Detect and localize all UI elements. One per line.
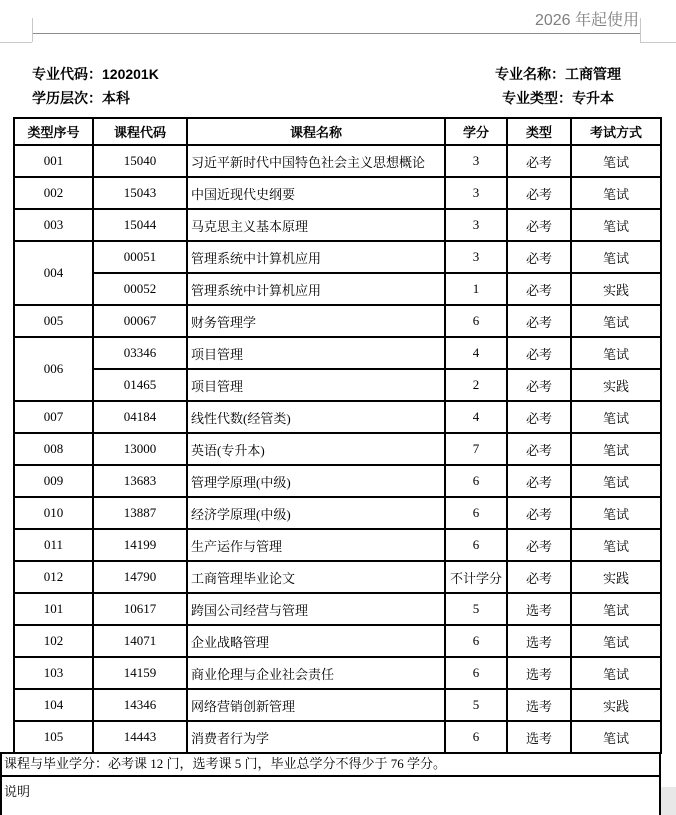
crop-mark-top-left-vertical <box>32 18 33 42</box>
cell-type: 必考 <box>507 369 571 401</box>
cell-name: 马克思主义基本原理 <box>187 209 445 241</box>
cell-exam: 实践 <box>571 561 661 593</box>
cell-exam: 笔试 <box>571 209 661 241</box>
credits-summary: 课程与毕业学分：必考课 12 门，选考课 5 门，毕业总学分不得少于 76 学分。 <box>0 752 661 777</box>
table-row <box>14 721 661 753</box>
cell-name: 生产运作与管理 <box>187 529 445 561</box>
cell-name: 线性代数(经管类) <box>187 401 445 433</box>
cell-credits: 7 <box>445 433 507 465</box>
cell-type: 选考 <box>507 593 571 625</box>
cell-seq: 008 <box>14 433 93 465</box>
table-row <box>14 305 661 337</box>
cell-seq: 007 <box>14 401 93 433</box>
cell-code: 04184 <box>93 401 187 433</box>
cell-credits: 3 <box>445 145 507 177</box>
cell-exam: 笔试 <box>571 305 661 337</box>
cell-exam: 实践 <box>571 273 661 305</box>
cell-code: 01465 <box>93 369 187 401</box>
cell-credits: 2 <box>445 369 507 401</box>
cell-seq: 004 <box>14 241 93 305</box>
cell-credits: 4 <box>445 401 507 433</box>
cell-type: 必考 <box>507 241 571 273</box>
cell-exam: 笔试 <box>571 433 661 465</box>
cell-code: 15040 <box>93 145 187 177</box>
cell-code: 15044 <box>93 209 187 241</box>
major-type: 专业类型：专升本 <box>502 90 614 106</box>
cell-credits: 4 <box>445 337 507 369</box>
cell-code: 00052 <box>93 273 187 305</box>
cell-exam: 笔试 <box>571 465 661 497</box>
cell-type: 必考 <box>507 337 571 369</box>
cell-credits: 6 <box>445 657 507 689</box>
cell-name: 管理系统中计算机应用 <box>187 273 445 305</box>
notes-label: 说明 <box>4 784 31 799</box>
cell-seq: 010 <box>14 497 93 529</box>
cell-name: 跨国公司经营与管理 <box>187 593 445 625</box>
table-row <box>14 689 661 721</box>
column-header: 学分 <box>445 118 507 145</box>
table-row <box>14 401 661 433</box>
cell-code: 13000 <box>93 433 187 465</box>
cell-type: 必考 <box>507 561 571 593</box>
cell-seq: 002 <box>14 177 93 209</box>
cell-exam: 笔试 <box>571 241 661 273</box>
header-rule <box>32 33 640 34</box>
column-header: 课程代码 <box>93 118 187 145</box>
cell-seq: 005 <box>14 305 93 337</box>
cell-name: 企业战略管理 <box>187 625 445 657</box>
cell-seq: 003 <box>14 209 93 241</box>
cell-type: 必考 <box>507 305 571 337</box>
cell-exam: 笔试 <box>571 145 661 177</box>
cell-seq: 001 <box>14 145 93 177</box>
cell-credits: 不计学分 <box>445 561 507 593</box>
table-row <box>14 433 661 465</box>
major-name: 专业名称：工商管理 <box>495 66 621 82</box>
cell-name: 项目管理 <box>187 369 445 401</box>
course-table-body <box>14 145 661 753</box>
cell-credits: 6 <box>445 721 507 753</box>
cell-type: 选考 <box>507 657 571 689</box>
table-row <box>14 593 661 625</box>
cell-credits: 3 <box>445 209 507 241</box>
cell-name: 中国近现代史纲要 <box>187 177 445 209</box>
course-table <box>13 117 662 754</box>
cell-type: 选考 <box>507 689 571 721</box>
cell-code: 15043 <box>93 177 187 209</box>
table-row <box>14 529 661 561</box>
cell-seq: 011 <box>14 529 93 561</box>
cell-credits: 5 <box>445 593 507 625</box>
table-header-row <box>14 118 661 145</box>
cell-type: 选考 <box>507 625 571 657</box>
table-row <box>14 145 661 177</box>
cell-name: 财务管理学 <box>187 305 445 337</box>
cell-code: 14790 <box>93 561 187 593</box>
column-header: 课程名称 <box>187 118 445 145</box>
cell-seq: 104 <box>14 689 93 721</box>
table-row <box>14 497 661 529</box>
cell-code: 13683 <box>93 465 187 497</box>
table-row <box>14 625 661 657</box>
cell-seq: 105 <box>14 721 93 753</box>
cell-exam: 笔试 <box>571 177 661 209</box>
cell-seq: 012 <box>14 561 93 593</box>
cell-name: 管理系统中计算机应用 <box>187 241 445 273</box>
cell-code: 13887 <box>93 497 187 529</box>
cell-type: 必考 <box>507 177 571 209</box>
cell-name: 经济学原理(中级) <box>187 497 445 529</box>
cell-name: 商业伦理与企业社会责任 <box>187 657 445 689</box>
cell-name: 消费者行为学 <box>187 721 445 753</box>
cell-name: 管理学原理(中级) <box>187 465 445 497</box>
notes-row <box>0 775 661 815</box>
cell-seq: 006 <box>14 337 93 401</box>
table-row <box>14 561 661 593</box>
cell-credits: 5 <box>445 689 507 721</box>
cell-credits: 6 <box>445 497 507 529</box>
column-header: 类型 <box>507 118 571 145</box>
cell-type: 必考 <box>507 273 571 305</box>
cell-exam: 笔试 <box>571 593 661 625</box>
cell-credits: 6 <box>445 465 507 497</box>
cell-type: 选考 <box>507 721 571 753</box>
table-row <box>14 369 661 401</box>
crop-mark-top-right-vertical <box>640 18 641 42</box>
education-level: 学历层次：本科 <box>32 90 130 106</box>
table-row <box>14 465 661 497</box>
cell-code: 14443 <box>93 721 187 753</box>
cell-exam: 笔试 <box>571 497 661 529</box>
table-row <box>14 337 661 369</box>
cell-credits: 6 <box>445 305 507 337</box>
cell-type: 必考 <box>507 497 571 529</box>
table-row <box>14 657 661 689</box>
cell-exam: 实践 <box>571 369 661 401</box>
cell-code: 14346 <box>93 689 187 721</box>
cell-code: 14159 <box>93 657 187 689</box>
column-header: 考试方式 <box>571 118 661 145</box>
cell-seq: 102 <box>14 625 93 657</box>
cell-type: 必考 <box>507 145 571 177</box>
cell-seq: 103 <box>14 657 93 689</box>
cell-name: 项目管理 <box>187 337 445 369</box>
cell-code: 00051 <box>93 241 187 273</box>
cell-exam: 笔试 <box>571 401 661 433</box>
cell-seq: 009 <box>14 465 93 497</box>
cell-credits: 1 <box>445 273 507 305</box>
cell-name: 工商管理毕业论文 <box>187 561 445 593</box>
crop-mark-top-right-horizontal <box>640 42 676 43</box>
cell-exam: 笔试 <box>571 529 661 561</box>
crop-mark-top-left-horizontal <box>0 42 32 43</box>
cell-credits: 6 <box>445 529 507 561</box>
cell-exam: 笔试 <box>571 657 661 689</box>
cell-name: 网络营销创新管理 <box>187 689 445 721</box>
cell-type: 必考 <box>507 529 571 561</box>
cell-type: 必考 <box>507 465 571 497</box>
cell-exam: 笔试 <box>571 721 661 753</box>
table-row <box>14 177 661 209</box>
table-row <box>14 241 661 273</box>
cell-credits: 3 <box>445 241 507 273</box>
cell-type: 必考 <box>507 209 571 241</box>
header-note: 2026 年起使用 <box>534 12 639 29</box>
table-row <box>14 273 661 305</box>
column-header: 类型序号 <box>14 118 93 145</box>
cell-exam: 笔试 <box>571 337 661 369</box>
table-row <box>14 209 661 241</box>
cell-code: 10617 <box>93 593 187 625</box>
cell-code: 03346 <box>93 337 187 369</box>
major-code: 专业代码：120201K <box>32 66 159 82</box>
cell-seq: 101 <box>14 593 93 625</box>
cell-type: 必考 <box>507 401 571 433</box>
cell-exam: 实践 <box>571 689 661 721</box>
cell-code: 00067 <box>93 305 187 337</box>
cell-credits: 6 <box>445 625 507 657</box>
cell-credits: 3 <box>445 177 507 209</box>
cell-code: 14071 <box>93 625 187 657</box>
cell-code: 14199 <box>93 529 187 561</box>
cell-name: 英语(专升本) <box>187 433 445 465</box>
cell-type: 必考 <box>507 433 571 465</box>
cell-exam: 笔试 <box>571 625 661 657</box>
cell-name: 习近平新时代中国特色社会主义思想概论 <box>187 145 445 177</box>
